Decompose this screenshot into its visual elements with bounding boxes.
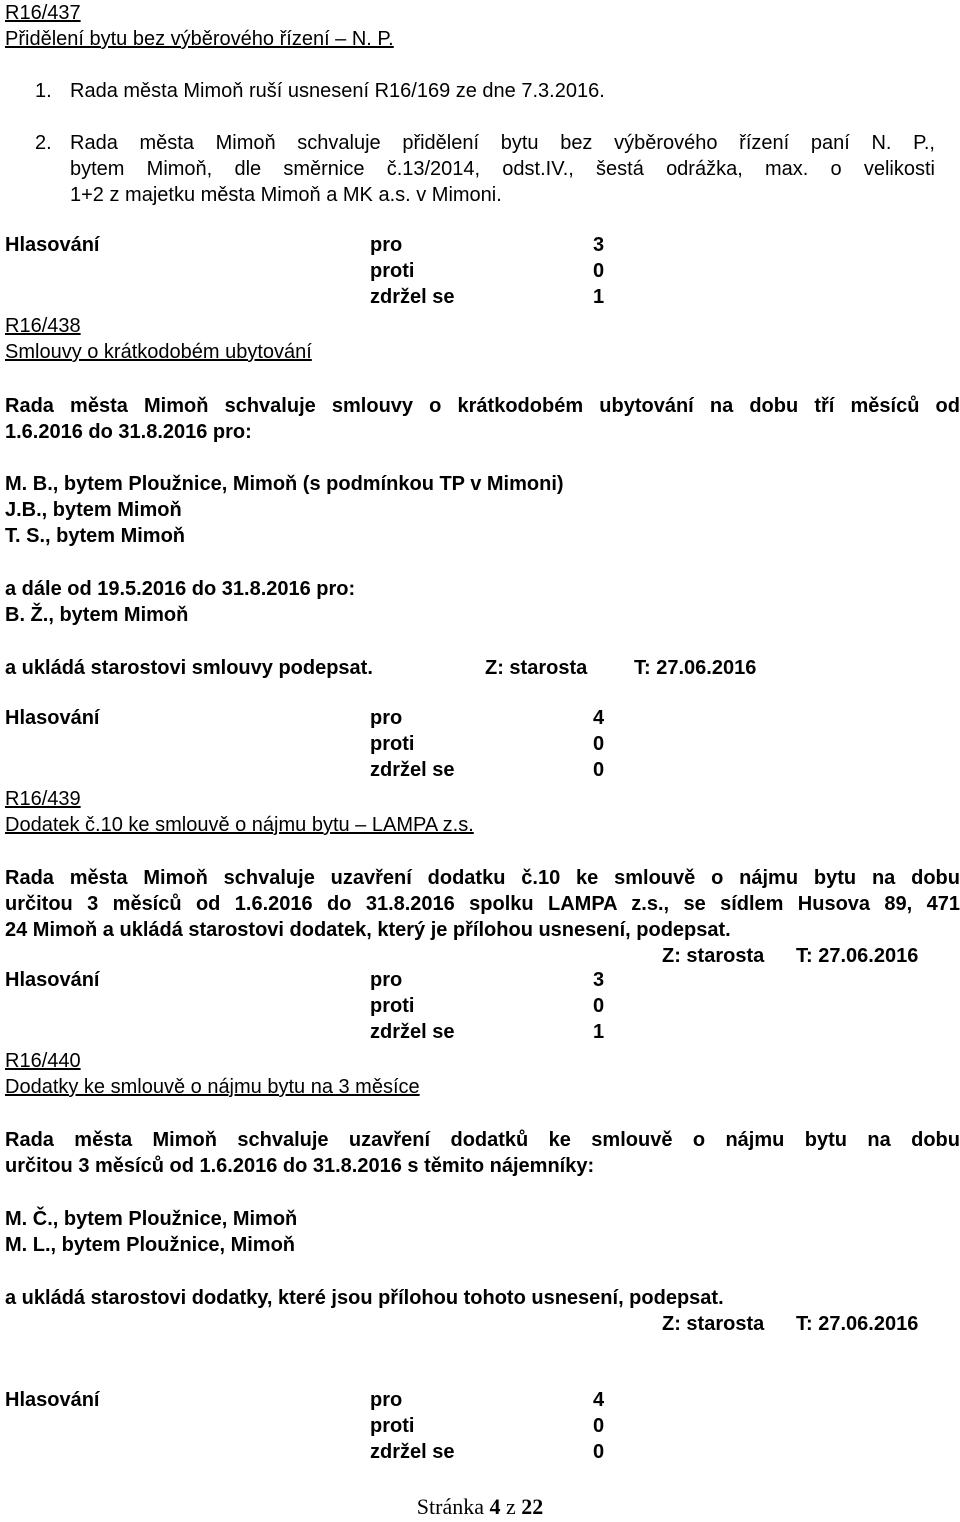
vote-zdrzel-count: 0: [593, 1441, 605, 1463]
task-line: a ukládá starostovi smlouvy podepsat.: [5, 657, 373, 679]
person-line: J.B., bytem Mimoň: [5, 499, 182, 521]
further-period: a dále od 19.5.2016 do 31.8.2016 pro:: [5, 578, 356, 600]
vote-proti-label: proti: [370, 260, 415, 282]
footer-prefix: Stránka: [416, 1494, 484, 1519]
resolution-title: Dodatek č.10 ke smlouvě o nájmu bytu – LAMPA z.s.: [5, 814, 474, 836]
body-line: určitou 3 měsíců od 1.6.2016 do 31.8.2016 spolku LAMPA z.s., se sídlem Husova 89, 471: [5, 893, 960, 915]
responsible: Z: starosta: [662, 1313, 765, 1335]
vote-zdrzel-label: zdržel se: [370, 1441, 455, 1463]
resolution-code: R16/439: [5, 788, 81, 810]
point-text-line: Rada města Mimoň schvaluje přidělení bytu bez výběrového řízení paní N. P.,: [70, 132, 935, 154]
body-line: určitou 3 měsíců od 1.6.2016 do 31.8.2016 s těmito nájemníky:: [5, 1155, 595, 1177]
deadline: T: 27.06.2016: [796, 945, 919, 967]
page-footer: [0, 1494, 960, 1520]
point-text-line: 1+2 z majetku města Mimoň a MK a.s. v Mimoni.: [70, 184, 502, 206]
resolution-code: R16/437: [5, 2, 81, 24]
vote-block: [5, 707, 625, 785]
vote-pro-label: pro: [370, 234, 403, 256]
vote-zdrzel-count: 1: [593, 286, 605, 308]
vote-pro-count: 3: [593, 234, 605, 256]
responsible: Z: starosta: [485, 657, 588, 679]
vote-label: Hlasování: [5, 234, 100, 256]
vote-pro-label: pro: [370, 969, 403, 991]
footer-page-number: 4: [489, 1494, 501, 1519]
point-number: 2.: [35, 132, 52, 154]
vote-proti-count: 0: [593, 733, 605, 755]
vote-proti-count: 0: [593, 260, 605, 282]
resolution-code: R16/438: [5, 315, 81, 337]
deadline: T: 27.06.2016: [634, 657, 757, 679]
person-line: M. B., bytem Ploužnice, Mimoň (s podmínkou TP v Mimoni): [5, 473, 564, 495]
point-text: Rada města Mimoň ruší usnesení R16/169 ze dne 7.3.2016.: [70, 80, 605, 102]
body-line: Rada města Mimoň schvaluje uzavření dodatku č.10 ke smlouvě o nájmu bytu na dobu: [5, 867, 960, 889]
resolution-code: R16/440: [5, 1050, 81, 1072]
body-line: Rada města Mimoň schvaluje uzavření dodatků ke smlouvě o nájmu bytu na dobu: [5, 1129, 960, 1151]
vote-zdrzel-count: 0: [593, 759, 605, 781]
footer-page-total: 22: [521, 1494, 544, 1519]
vote-pro-count: 4: [593, 1389, 605, 1411]
vote-proti-label: proti: [370, 733, 415, 755]
deadline: T: 27.06.2016: [796, 1313, 919, 1335]
person-line: M. Č., bytem Ploužnice, Mimoň: [5, 1208, 298, 1230]
body-line: Rada města Mimoň schvaluje smlouvy o krátkodobém ubytování na dobu tří měsíců od: [5, 395, 960, 417]
resolution-title: Smlouvy o krátkodobém ubytování: [5, 341, 312, 363]
vote-proti-label: proti: [370, 1415, 415, 1437]
vote-pro-count: 3: [593, 969, 605, 991]
vote-label: Hlasování: [5, 1389, 100, 1411]
vote-block: [5, 969, 625, 1047]
vote-label: Hlasování: [5, 707, 100, 729]
vote-pro-label: pro: [370, 1389, 403, 1411]
resolution-title: Dodatky ke smlouvě o nájmu bytu na 3 měsíce: [5, 1076, 420, 1098]
vote-block: [5, 234, 625, 312]
point-text-line: bytem Mimoň, dle směrnice č.13/2014, odst.IV., šestá odrážka, max. o velikosti: [70, 158, 935, 180]
person-line: M. L., bytem Ploužnice, Mimoň: [5, 1234, 296, 1256]
vote-proti-label: proti: [370, 995, 415, 1017]
vote-block: [5, 1389, 625, 1467]
person-line: T. S., bytem Mimoň: [5, 525, 186, 547]
footer-separator: z: [505, 1494, 516, 1519]
vote-zdrzel-label: zdržel se: [370, 286, 455, 308]
vote-proti-count: 0: [593, 1415, 605, 1437]
vote-proti-count: 0: [593, 995, 605, 1017]
vote-pro-label: pro: [370, 707, 403, 729]
body-line: 24 Mimoň a ukládá starostovi dodatek, který je přílohou usnesení, podepsat.: [5, 919, 731, 941]
vote-zdrzel-label: zdržel se: [370, 1021, 455, 1043]
responsible: Z: starosta: [662, 945, 765, 967]
vote-label: Hlasování: [5, 969, 100, 991]
person-line: B. Ž., bytem Mimoň: [5, 604, 189, 626]
point-number: 1.: [35, 80, 52, 102]
resolution-title: Přidělení bytu bez výběrového řízení – N. P.: [5, 28, 394, 50]
vote-pro-count: 4: [593, 707, 605, 729]
vote-zdrzel-label: zdržel se: [370, 759, 455, 781]
task-line: a ukládá starostovi dodatky, které jsou přílohou tohoto usnesení, podepsat.: [5, 1287, 724, 1309]
body-line: 1.6.2016 do 31.8.2016 pro:: [5, 421, 252, 443]
vote-zdrzel-count: 1: [593, 1021, 605, 1043]
